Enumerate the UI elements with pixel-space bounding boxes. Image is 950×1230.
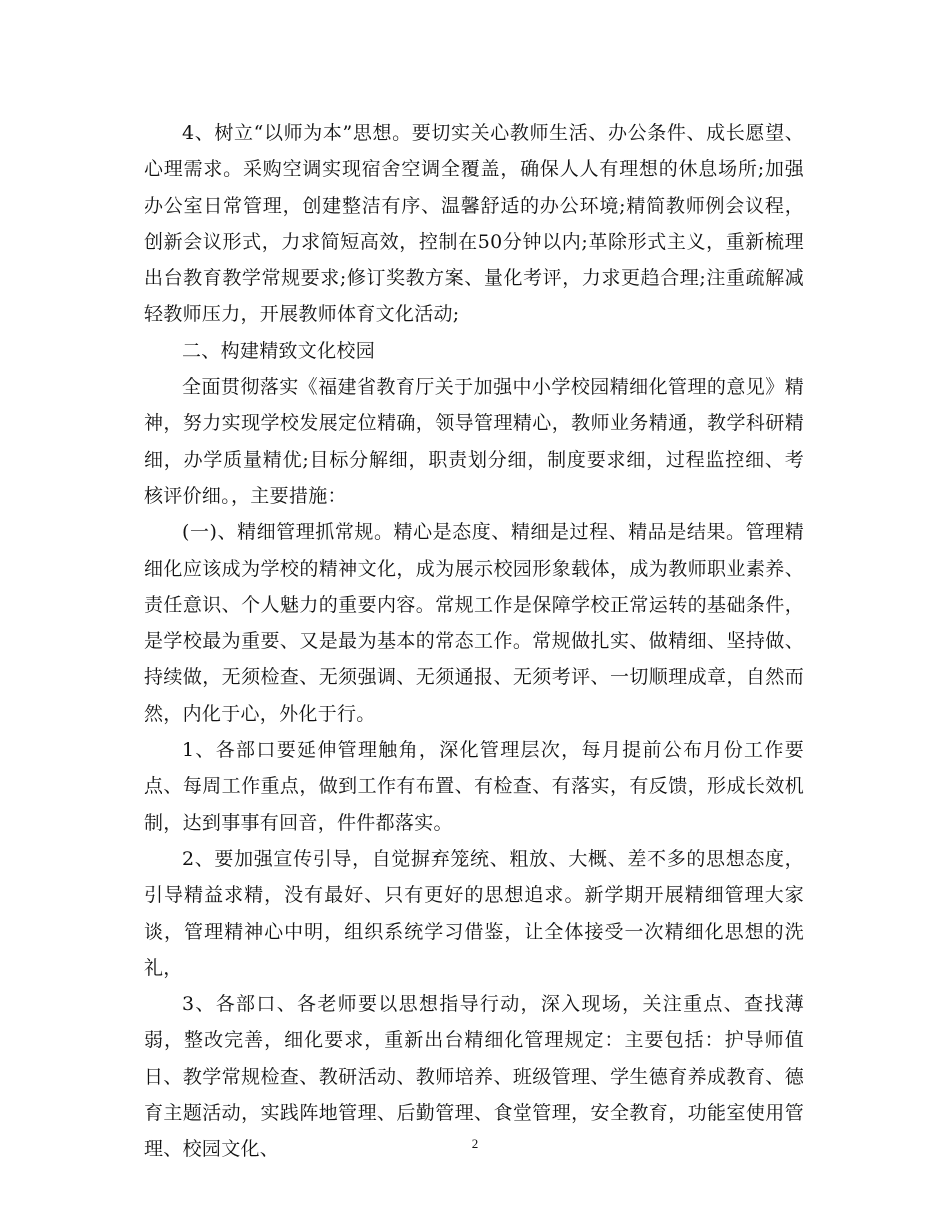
document-body	[144, 115, 804, 1168]
paragraph-item-3: 3、各部口、各老师要以思想指导行动，深入现场，关注重点、查找薄弱，整改完善，细化要求，重新出台精细化管理规定：主要包括：护导师值日、教学常规检查、教研活动、教师培养、班级管理、学生德育养成教育、德育主题活动，实践阵地管理、后勤管理、食堂管理，安全教育，功能室使用管理、校园文化、	[144, 993, 804, 1161]
paragraph-teacher-centered: 4、树立“以师为本”思想。要切实关心教师生活、办公条件、成长愿望、心理需求。采购空调实现宿舍空调全覆盖，确保人人有理想的休息场所;加强办公室日常管理，创建整洁有序、温馨舒适的办公环境;精简教师例会议程，创新会议形式，力求简短高效，控制在50分钟以内;革除形式主义，重新梳理出台教育教学常规要求;修订奖教方案、量化考评，力求更趋合理;注重疏解减轻教师压力，开展教师体育文化活动;	[144, 122, 804, 326]
paragraph-routine-management: (一)、精细管理抓常规。精心是态度、精细是过程、精品是结果。管理精细化应该成为学校的精神文化，成为展示校园形象载体，成为教师职业素养、责任意识、个人魅力的重要内容。常规工作是保障学校正常运转的基础条件，是学校最为重要、又是最为基本的常态工作。常规做扎实、做精细、坚持做、持续做，无须检查、无须强调、无须通报、无须考评、一切顺理成章，自然而然，内化于心，外化于行。	[144, 521, 804, 725]
paragraph-item-2: 2、要加强宣传引导，自觉摒弃笼统、粗放、大概、差不多的思想态度，引导精益求精，没有最好、只有更好的思想追求。新学期开展精细管理大家谈，管理精神心中明，组织系统学习借鉴，让全体接受一次精细化思想的洗礼，	[144, 847, 804, 979]
page-number: 2	[471, 1136, 479, 1151]
paragraph-item-1: 1、各部口要延伸管理触角，深化管理层次，每月提前公布月份工作要点、每周工作重点，做到工作有布置、有检查、有落实，有反馈，形成长效机制，达到事事有回音，件件都落实。	[144, 739, 804, 834]
paragraph-implementation: 全面贯彻落实《福建省教育厅关于加强中小学校园精细化管理的意见》精神，努力实现学校发展定位精确，领导管理精心，教师业务精通，教学科研精细，办学质量精优;目标分解细，职责划分细，制度要求细，过程监控细、考核评价细。，主要措施：	[144, 376, 804, 507]
section-heading-campus-culture: 二、构建精致文化校园	[182, 339, 376, 362]
